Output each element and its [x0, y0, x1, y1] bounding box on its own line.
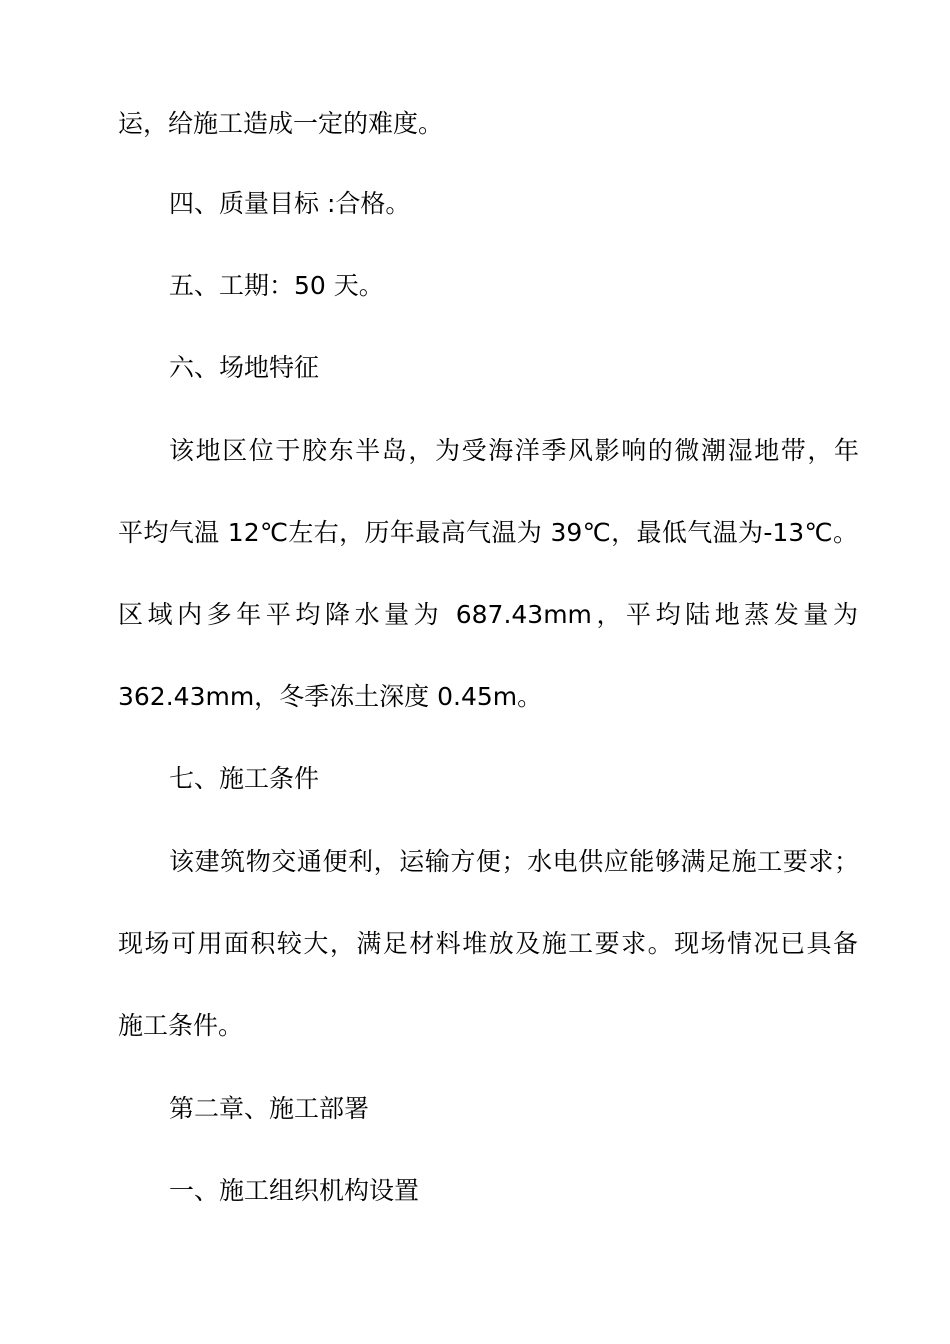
section-heading-quality-target: 四、质量目标 :合格。: [169, 189, 411, 218]
section-heading-site-features: 六、场地特征: [169, 353, 320, 382]
paragraph-line: 该建筑物交通便利，运输方便；水电供应能够满足施工要求；: [169, 847, 859, 876]
chapter-heading: 第二章、施工部署: [169, 1094, 370, 1123]
section-heading-construction-conditions: 七、施工条件: [169, 764, 320, 793]
paragraph-line: 施工条件。: [118, 1011, 244, 1040]
paragraph-line: 该地区位于胶东半岛，为受海洋季风影响的微潮湿地带，年: [169, 436, 859, 465]
paragraph-line: 现场可用面积较大，满足材料堆放及施工要求。现场情况已具备: [118, 929, 858, 958]
paragraph-line: 平均气温 12℃左右，历年最高气温为 39℃，最低气温为-13℃。: [118, 518, 858, 547]
section-heading-organization: 一、施工组织机构设置: [169, 1176, 420, 1205]
paragraph-line: 362.43mm，冬季冻土深度 0.45m。: [118, 682, 543, 711]
section-heading-duration: 五、工期：50 天。: [169, 271, 384, 300]
paragraph-line: 区域内多年平均降水量为 687.43mm，平均陆地蒸发量为: [118, 600, 858, 629]
paragraph-line: 运，给施工造成一定的难度。: [118, 109, 444, 138]
